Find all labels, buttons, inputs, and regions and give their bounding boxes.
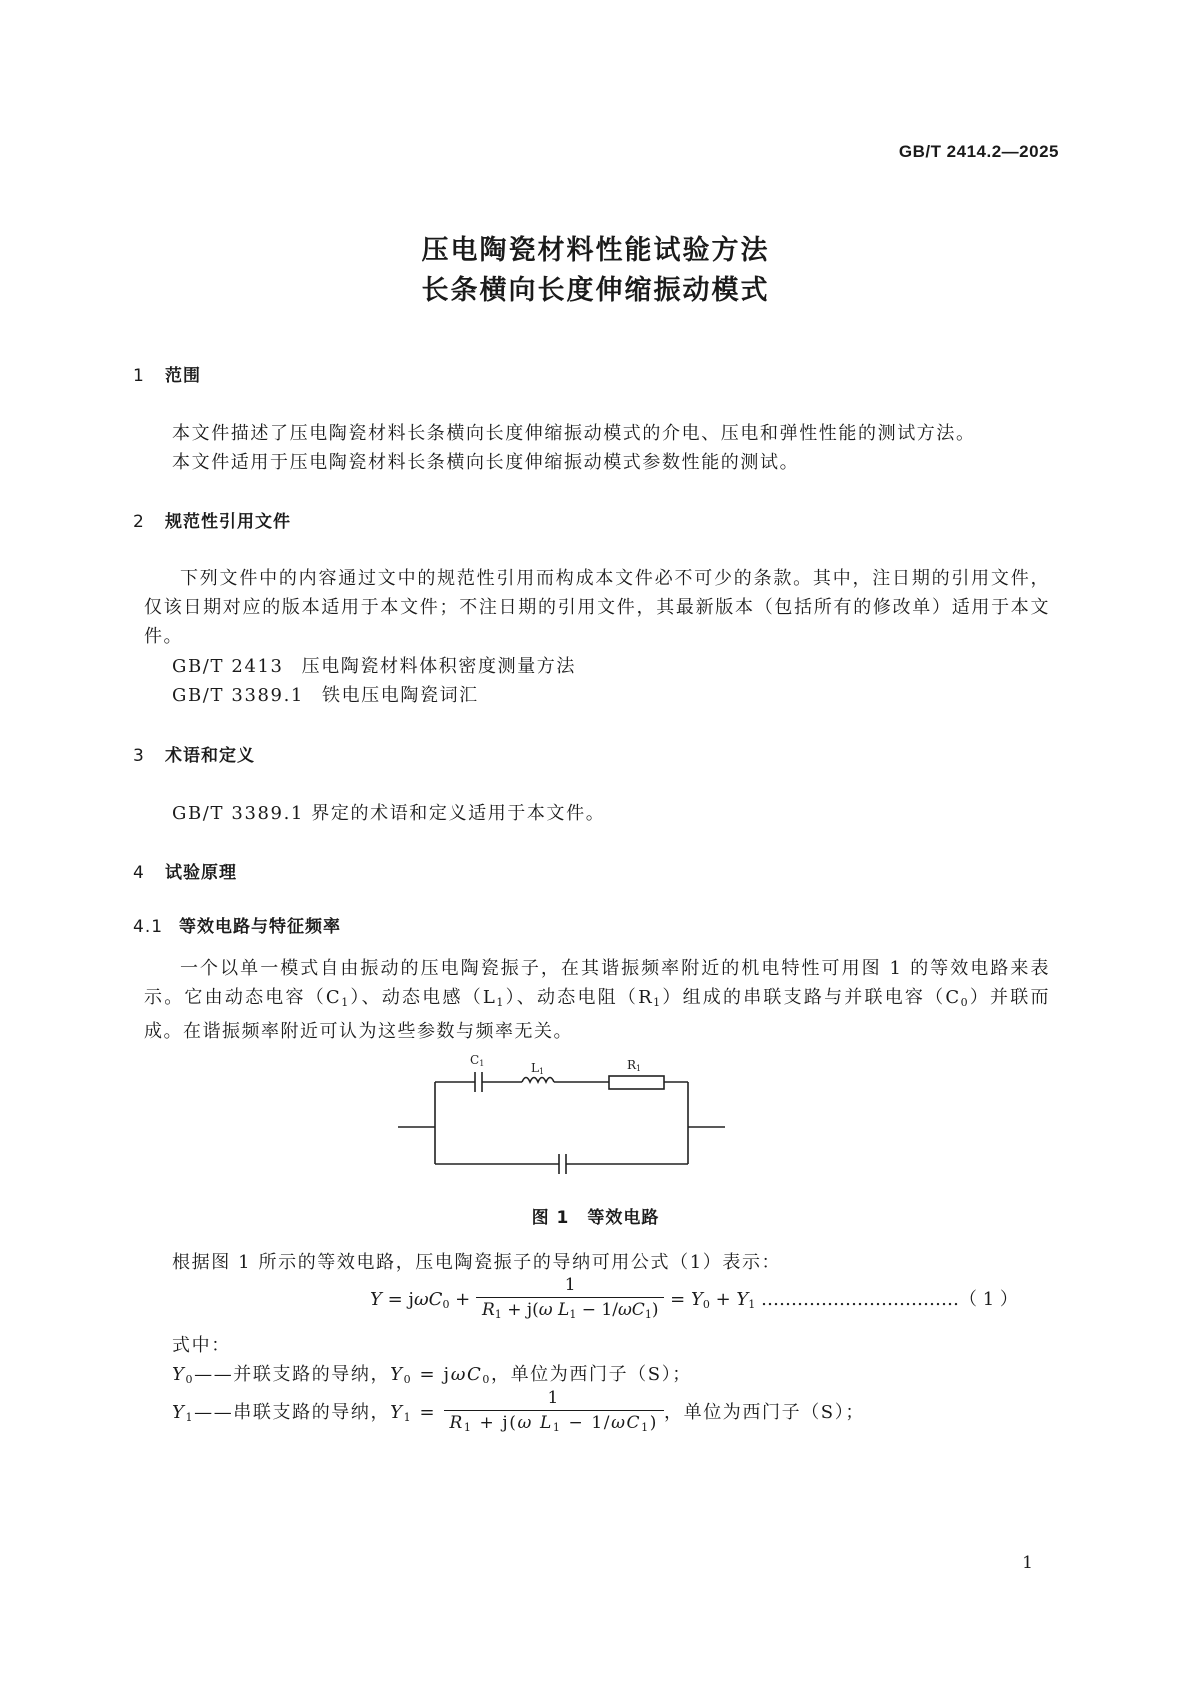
reference-item	[172, 652, 576, 678]
section-title: 范围	[165, 366, 201, 386]
section-number: 3	[133, 746, 145, 766]
sec1-paragraph-2: 本文件适用于压电陶瓷材料长条横向长度伸缩振动模式参数性能的测试。	[172, 452, 800, 473]
reference-code: GB/T 3389.1	[172, 685, 304, 706]
equivalent-circuit-diagram	[390, 1050, 740, 1180]
section-number: 4.1	[133, 917, 164, 937]
formula-intro: 根据图 1 所示的等效电路，压电陶瓷振子的导纳可用公式（1）表示：	[172, 1252, 782, 1273]
formula-1: Y = jωC$_0$ + $\frac{1}{R_1 + j(\omega L_1 - 1/\omega C_1)}$ = $Y_0 + Y_1$ ……………………………（ 1 ）	[370, 1275, 1018, 1325]
section-number: 4	[133, 863, 145, 883]
where-label: 式中：	[172, 1335, 231, 1356]
formula-leader-dots: ……………………………	[761, 1289, 960, 1310]
section-title: 规范性引用文件	[165, 512, 291, 532]
label-c1: C1	[470, 1053, 485, 1068]
section-4-heading	[133, 858, 237, 883]
label-l1: L1	[531, 1061, 545, 1076]
sec2-paragraph: 下列文件中的内容通过文中的规范性引用而构成本文件必不可少的条款。其中，注日期的引用文件，仅该日期对应的版本适用于本文件；不注日期的引用文件，其最新版本（包括所有的修改单）适用于本文件。	[144, 568, 1050, 647]
section-3-heading	[133, 741, 255, 766]
definition-y1: $Y_1——$串联支路的导纳，$Y_1$ = $\frac{1}{R_1 + j(\omega L_1 - 1/\omega C_1)}$ ，单位为西门子（S）；	[172, 1388, 865, 1438]
definition-y0: $Y_0——$并联支路的导纳，$Y_0 = j\omega C_0$，单位为西门子（S）；	[172, 1364, 692, 1386]
reference-name: 压电陶瓷材料体积密度测量方法	[301, 656, 577, 677]
page-number: 1	[1022, 1553, 1033, 1573]
standard-number: GB/T 2414.2—2025	[898, 142, 1059, 161]
figure-caption: 图 1 等效电路	[531, 1208, 660, 1228]
section-number: 2	[133, 512, 145, 532]
definition-fraction: $\frac{1}{R_1 + j(\omega L_1 - 1/\omega C_1)}$	[444, 1388, 664, 1438]
document-title-line-1: 压电陶瓷材料性能试验方法	[421, 235, 770, 266]
sec41-paragraph: 一个以单一模式自由振动的压电陶瓷振子，在其谐振频率附近的机电特性可用图 1 的等效电路来表示。它由动态电容$(C_1)$、动态电感$(L_1)$、动态电阻$(R_1)$组成的串联支路与并联电容$(C_0)$并联而成。在谐振频率附近可认为这些参数与频率无关。	[144, 958, 1050, 1042]
label-r1: R1	[627, 1058, 642, 1073]
section-2-heading	[133, 507, 291, 532]
sec1-paragraph-1: 本文件描述了压电陶瓷材料长条横向长度伸缩振动模式的介电、压电和弹性性能的测试方法。	[172, 423, 976, 444]
section-title: 术语和定义	[165, 746, 255, 766]
resistor-r1	[609, 1076, 664, 1089]
reference-item	[172, 681, 479, 707]
section-title: 等效电路与特征频率	[179, 917, 341, 937]
section-title: 试验原理	[165, 863, 237, 883]
section-number: 1	[133, 366, 145, 386]
section-1-heading	[133, 361, 201, 386]
sec3-paragraph: GB/T 3389.1 界定的术语和定义适用于本文件。	[172, 803, 606, 824]
section-4-1-heading	[133, 912, 341, 937]
formula-fraction: $\frac{1}{R_1 + j(\omega L_1 - 1/\omega C_1)}$	[476, 1275, 664, 1325]
reference-code: GB/T 2413	[172, 656, 284, 677]
equation-number: （ 1 ）	[959, 1289, 1018, 1310]
reference-name: 铁电压电陶瓷词汇	[321, 685, 479, 706]
document-title-line-2: 长条横向长度伸缩振动模式	[421, 275, 770, 306]
inductor-l1-coil	[522, 1078, 554, 1083]
